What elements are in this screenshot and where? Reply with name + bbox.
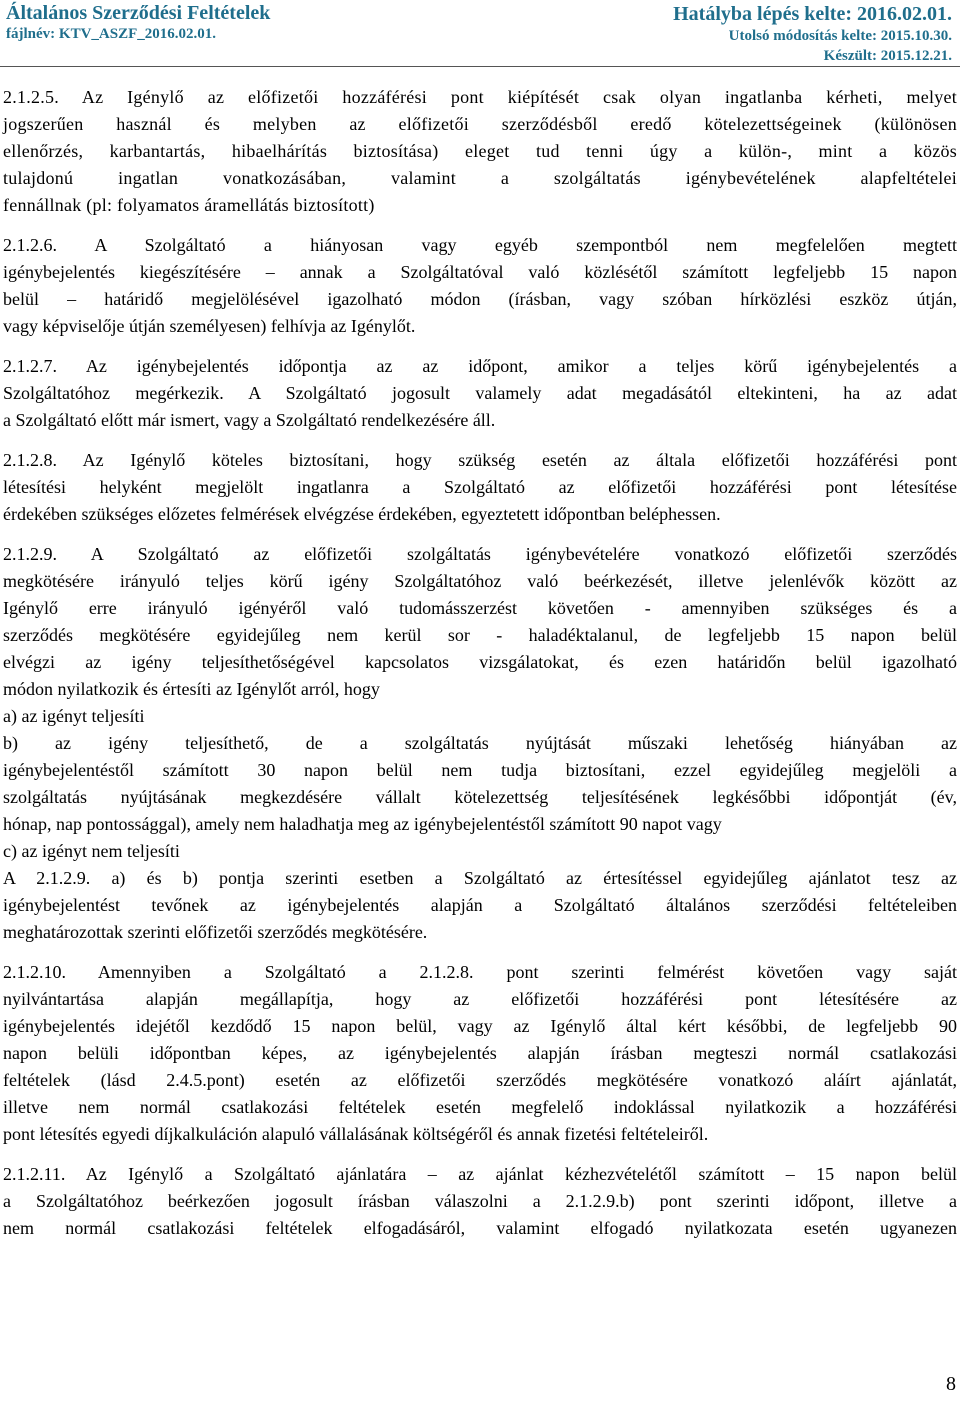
text-line: napon belüli időpontban képes, az igénybejelentés alapján írásban megteszi normál csatlakozási bbox=[3, 1043, 957, 1063]
text-line: hónap, nap pontossággal), amely nem haladhatja meg az igénybejelentéstől számított 90 napot vagy bbox=[3, 814, 722, 834]
text-line: meghatározottak szerinti előfizetői szerződés megkötésére. bbox=[3, 922, 428, 942]
text-line: szerződés megkötésére egyidejűleg nem kerül sor - haladéktalanul, de legfeljebb 15 napon belül bbox=[3, 625, 957, 645]
text-line: módon nyilatkozik és értesíti az Igénylőt arról, hogy bbox=[3, 679, 380, 699]
list-item-c: c) az igényt nem teljesíti bbox=[3, 841, 180, 861]
text-line: feltételek (lásd 2.4.5.pont) esetén az előfizetői szerződés megkötésére vonatkozó aláírt ajánlatát, bbox=[3, 1070, 957, 1090]
header-dates bbox=[673, 2, 952, 66]
text-line: 2.1.2.6. A Szolgáltató a hiányosan vagy egyéb szempontból nem megfelelően megtett bbox=[3, 235, 957, 255]
paragraph-2-1-2-11 bbox=[3, 1161, 957, 1242]
text-line: érdekében szükséges előzetes felmérések elvégzése érdekében, egyeztetett időpontban beléphessen. bbox=[3, 504, 721, 524]
document-body bbox=[3, 84, 957, 1255]
text-line: nem normál csatlakozási feltételek elfogadásáról, valamint elfogadó nyilatkozata esetén ugyanezen bbox=[3, 1218, 957, 1238]
text-line: pont létesítés egyedi díjkalkuláción alapuló vállalásának költségéről és annak fizetési feltételeiről. bbox=[3, 1124, 709, 1144]
effective-date: Hatályba lépés kelte: 2016.02.01. bbox=[673, 3, 952, 25]
text-line: fennállnak (pl: folyamatos áramellátás biztosított) bbox=[3, 195, 375, 215]
text-line: Szolgáltatóhoz megérkezik. A Szolgáltató jogosult valamely adat megadásától eltekinteni, ha az adat bbox=[3, 383, 957, 403]
text-line: elvégzi az igény teljesíthetőségével kapcsolatos vizsgálatokat, és ezen határidőn belül igazolható bbox=[3, 652, 957, 672]
created-date: Készült: 2015.12.21. bbox=[823, 48, 952, 64]
paragraph-2-1-2-10 bbox=[3, 959, 957, 1148]
text-line: 2.1.2.7. Az igénybejelentés időpontja az az időpont, amikor a teljes körű igénybejelentés a bbox=[3, 356, 957, 376]
paragraph-2-1-2-8 bbox=[3, 447, 957, 528]
text-line: létesítési helyként megjelölt ingatlanra a Szolgáltató az előfizetői hozzáférési pont létesítése bbox=[3, 477, 957, 497]
paragraph-2-1-2-6 bbox=[3, 232, 957, 340]
list-item-b: b) az igény teljesíthető, de a szolgáltatás nyújtását műszaki lehetőség hiányában az bbox=[3, 733, 957, 753]
text-line: a Szolgáltatóhoz beérkezően jogosult írásban válaszolni a 2.1.2.9.b) pont szerinti időpont, illetve a bbox=[3, 1191, 957, 1211]
text-line: vagy képviselője útján személyesen) felhívja az Igénylőt. bbox=[3, 316, 416, 336]
list-item-a: a) az igényt teljesíti bbox=[3, 706, 145, 726]
page-header bbox=[0, 0, 960, 67]
text-line: 2.1.2.5. Az Igénylő az előfizetői hozzáférési pont kiépítését csak olyan ingatlanba kérheti, melyet bbox=[3, 87, 957, 107]
text-line: igénybejelentés idejétől kezdődő 15 napon belül, vagy az Igénylő által kért későbbi, de legfeljebb 90 bbox=[3, 1016, 957, 1036]
text-line: szolgáltatás nyújtásának megkezdésére vállalt kötelezettség teljesítésének legkésőbbi időpontját (év, bbox=[3, 787, 957, 807]
text-line: tulajdonú ingatlan vonatkozásában, valamint a szolgáltatás igénybevételének alapfeltételei bbox=[3, 168, 957, 188]
text-line: jogszerűen használ és melyben az előfizetői szerződésből eredő kötelezettségeinek (különösen bbox=[3, 114, 957, 134]
text-line: megkötésére irányuló teljes körű igény Szolgáltatóhoz való beérkezését, illetve jelenlévők között az bbox=[3, 571, 957, 591]
text-line: a Szolgáltató előtt már ismert, vagy a Szolgáltató rendelkezésére áll. bbox=[3, 410, 496, 430]
text-line: ellenőrzés, karbantartás, hibaelhárítás biztosítása) eleget tud tenni úgy a külön-, mint a közös bbox=[3, 141, 957, 161]
text-line: belül – határidő megjelölésével igazolható módon (írásban, vagy szóban hírközlési eszköz útján, bbox=[3, 289, 957, 309]
paragraph-2-1-2-7 bbox=[3, 353, 957, 434]
last-modified-date: Utolsó módosítás kelte: 2015.10.30. bbox=[728, 28, 952, 44]
text-line: 2.1.2.8. Az Igénylő köteles biztosítani, hogy szükség esetén az általa előfizetői hozzáférési pont bbox=[3, 450, 957, 470]
file-name: fájlnév: KTV_ASZF_2016.02.01. bbox=[6, 26, 216, 42]
text-line: nyilvántartása alapján megállapítja, hogy az előfizetői hozzáférési pont létesítésére az bbox=[3, 989, 957, 1009]
text-line: 2.1.2.11. Az Igénylő a Szolgáltató ajánlatára – az ajánlat kézhezvételétől számított – 15 napon belül bbox=[3, 1164, 957, 1184]
page-number: 8 bbox=[946, 1373, 956, 1395]
text-line: igénybejelentés kiegészítésére – annak a Szolgáltatóval való közlésétől számított legfeljebb 15 napon bbox=[3, 262, 957, 282]
text-line: 2.1.2.9. A Szolgáltató az előfizetői szolgáltatás igénybevételére vonatkozó előfizetői szerződés bbox=[3, 544, 957, 564]
text-line: igénybejelentéstől számított 30 napon belül nem tudja biztosítani, ezzel egyidejűleg megjelöli a bbox=[3, 760, 957, 780]
paragraph-2-1-2-9 bbox=[3, 541, 957, 946]
paragraph-2-1-2-5 bbox=[3, 84, 957, 219]
text-line: 2.1.2.10. Amennyiben a Szolgáltató a 2.1.2.8. pont szerinti felmérést követően vagy saját bbox=[3, 962, 957, 982]
document-title: Általános Szerződési Feltételek bbox=[6, 2, 271, 24]
text-line: Igénylő erre irányuló igényéről való tudomásszerzést követően - amennyiben szükséges és a bbox=[3, 598, 957, 618]
text-line: illetve nem normál csatlakozási feltételek esetén megfelelő indoklással nyilatkozik a hozzáférési bbox=[3, 1097, 957, 1117]
text-line: A 2.1.2.9. a) és b) pontja szerinti esetben a Szolgáltató az értesítéssel egyidejűleg ajánlatot tesz az bbox=[3, 868, 957, 888]
text-line: igénybejelentést tevőnek az igénybejelentés alapján a Szolgáltató általános szerződési feltételeiben bbox=[3, 895, 957, 915]
